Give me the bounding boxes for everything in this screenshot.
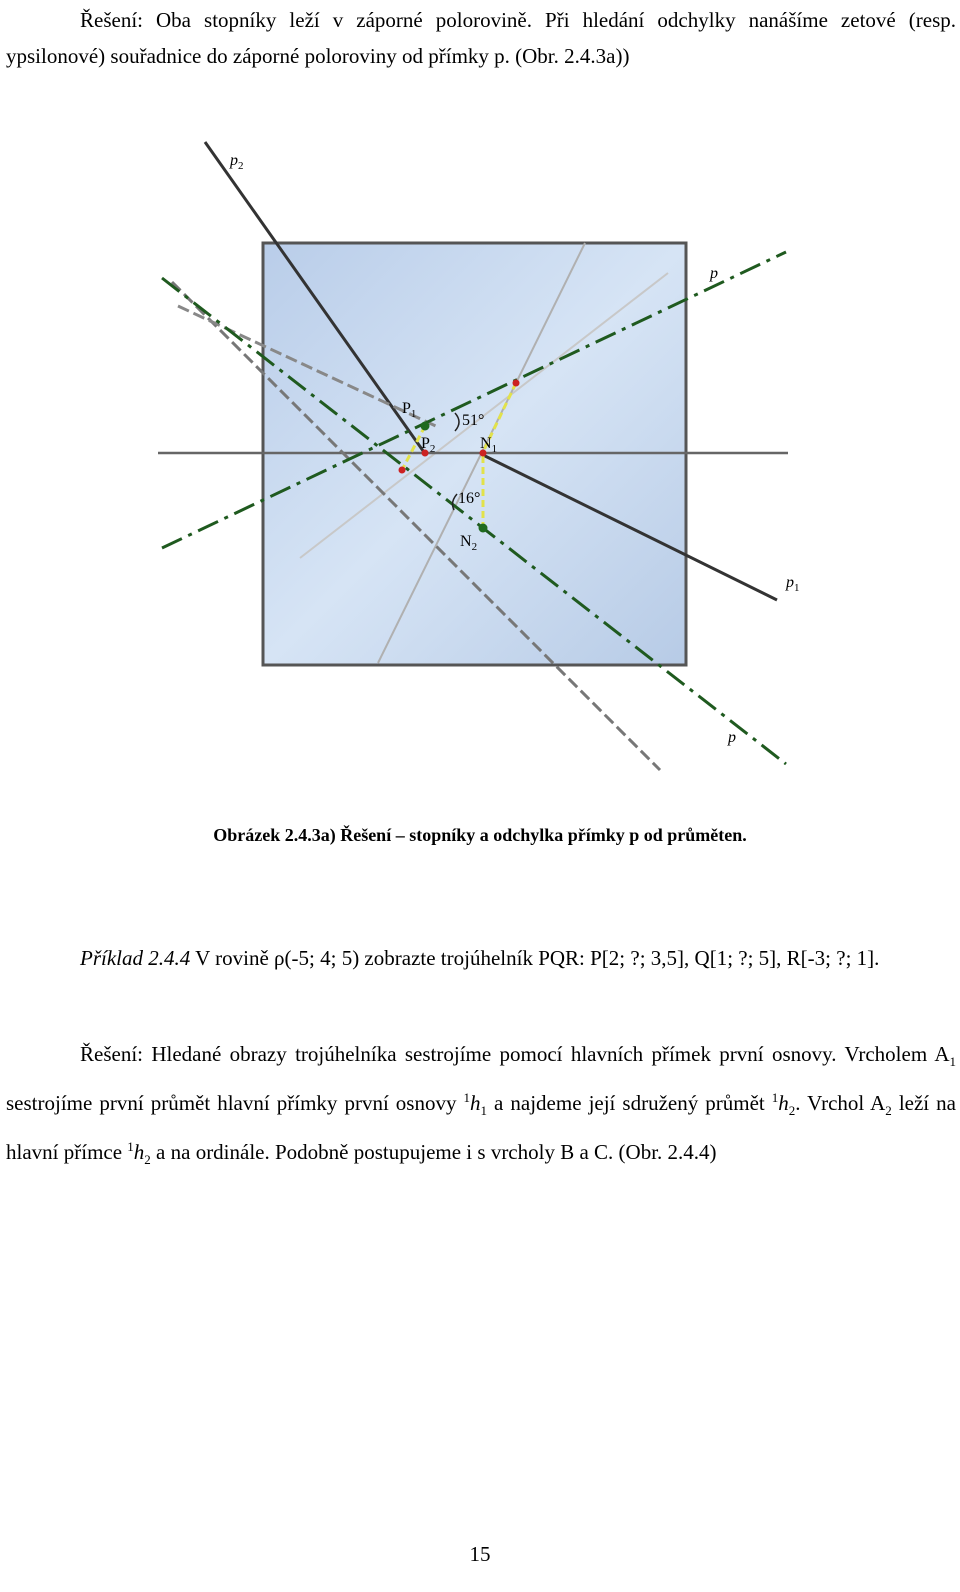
- point-red-left: [399, 467, 406, 474]
- label-P1: $P_1$: [402, 400, 417, 420]
- example-label: Příklad 2.4.4: [80, 946, 191, 970]
- point-red-upper: [513, 380, 520, 387]
- label-p-bottom: p: [728, 729, 736, 746]
- figure-canvas: [150, 130, 810, 780]
- label-p1: $p_1$: [786, 574, 800, 594]
- point-N2: [479, 524, 488, 533]
- intro-paragraph: Řešení: Oba stopníky leží v záporné polorovině. Při hledání odchylky nanášíme zetové (resp. ypsilonové) souřadnice do záporné poloroviny od přímky p. (Obr. 2.4.3a)): [6, 8, 956, 68]
- example-text: V rovině ρ(-5; 4; 5) zobrazte trojúhelník PQR: P[2; ?; 3,5], Q[1; ?; 5], R[-3; ?; 1].: [190, 946, 880, 970]
- label-N2: $N_2$: [460, 533, 478, 553]
- label-p-top: p: [710, 265, 718, 282]
- figure-stopniky: [150, 130, 810, 780]
- label-P2: $P_2$: [421, 435, 436, 455]
- label-angle-51: 51°: [462, 412, 485, 429]
- label-p2: $p_2$: [230, 152, 244, 172]
- figure-caption: Obrázek 2.4.3a) Řešení – stopníky a odchylka přímky p od průměten.: [213, 825, 747, 845]
- page-number: 15: [469, 1542, 491, 1566]
- label-N1: $N_1$: [480, 435, 498, 455]
- solution-paragraph: Řešení: Hledané obrazy trojúhelníka sestrojíme pomocí hlavních přímek první osnovy. Vrcholem $A_1$ sestrojíme první průmět hlavní přímky první osnovy $^1h_1$ a najdeme její sdružený průmět $^1h_2$. Vrchol $A_2$ leží na hlavní přímce $^1h_2$ a na ordinále. Podobně postupujeme i s vrcholy B a C. (Obr. 2.4.4): [6, 1042, 956, 1168]
- point-P1: [421, 422, 430, 431]
- example-paragraph: [6, 940, 956, 976]
- label-angle-16: 16°: [458, 490, 481, 507]
